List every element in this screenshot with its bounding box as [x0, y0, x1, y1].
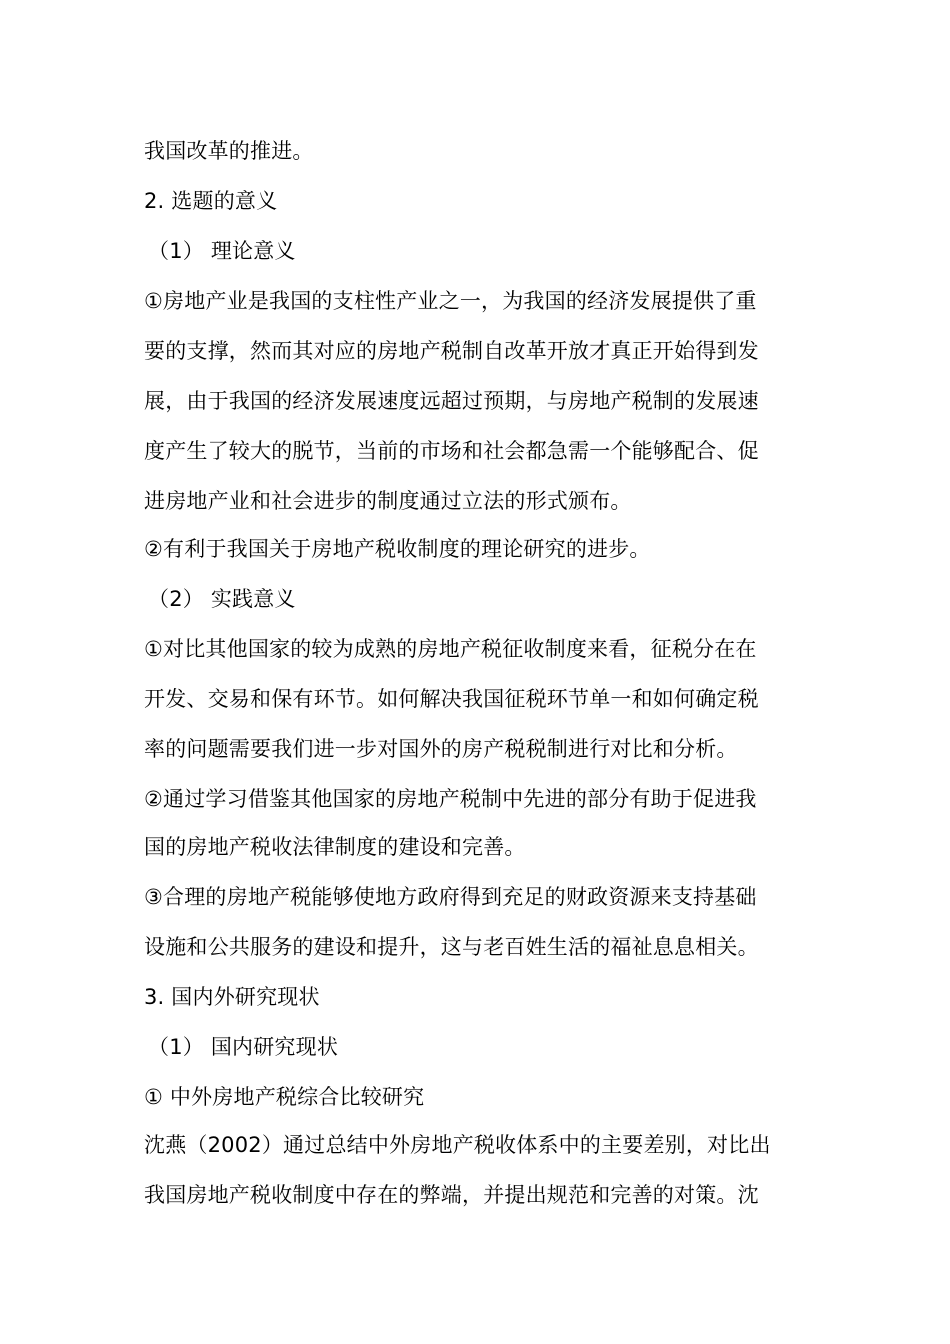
subheading-domestic-research: （1） 国内研究现状 [148, 1035, 339, 1059]
section-heading-research-status: 3. 国内外研究现状 [144, 985, 320, 1009]
subheading-practical-significance: （2） 实践意义 [148, 587, 296, 611]
paragraph-line: ②通过学习借鉴其他国家的房地产税制中先进的部分有助于促进我 [144, 787, 757, 811]
paragraph-line: 率的问题需要我们进一步对国外的房产税税制进行对比和分析。 [144, 737, 738, 761]
paragraph-line: 度产生了较大的脱节，当前的市场和社会都急需一个能够配合、促 [144, 439, 759, 463]
paragraph-line: 展，由于我国的经济发展速度远超过预期，与房地产税制的发展速 [144, 389, 759, 413]
paragraph-line: ③合理的房地产税能够使地方政府得到充足的财政资源来支持基础 [144, 885, 757, 909]
paragraph-line: 我国房地产税收制度中存在的弊端，并提出规范和完善的对策。沈 [144, 1183, 759, 1207]
subheading-theoretical-significance: （1） 理论意义 [148, 239, 296, 263]
section-heading-topic-significance: 2. 选题的意义 [144, 189, 278, 213]
paragraph-line: 国的房地产税收法律制度的建设和完善。 [144, 835, 526, 859]
paragraph-line: 沈燕（2002）通过总结中外房地产税收体系中的主要差别，对比出 [144, 1133, 771, 1157]
paragraph-line: 开发、交易和保有环节。如何解决我国征税环节单一和如何确定税 [144, 687, 759, 711]
paragraph-line: ①对比其他国家的较为成熟的房地产税征收制度来看，征税分在在 [144, 637, 757, 661]
subheading-comparative-study: ① 中外房地产税综合比较研究 [144, 1085, 425, 1109]
paragraph-line: 设施和公共服务的建设和提升，这与老百姓生活的福祉息息相关。 [144, 935, 759, 959]
paragraph-line: 进房地产业和社会进步的制度通过立法的形式颁布。 [144, 489, 632, 513]
paragraph-line: ②有利于我国关于房地产税收制度的理论研究的进步。 [144, 537, 651, 561]
text-line-continuation: 我国改革的推进。 [144, 139, 314, 163]
paragraph-line: 要的支撑，然而其对应的房地产税制自改革开放才真正开始得到发 [144, 339, 759, 363]
paragraph-line: ①房地产业是我国的支柱性产业之一，为我国的经济发展提供了重 [144, 289, 757, 313]
